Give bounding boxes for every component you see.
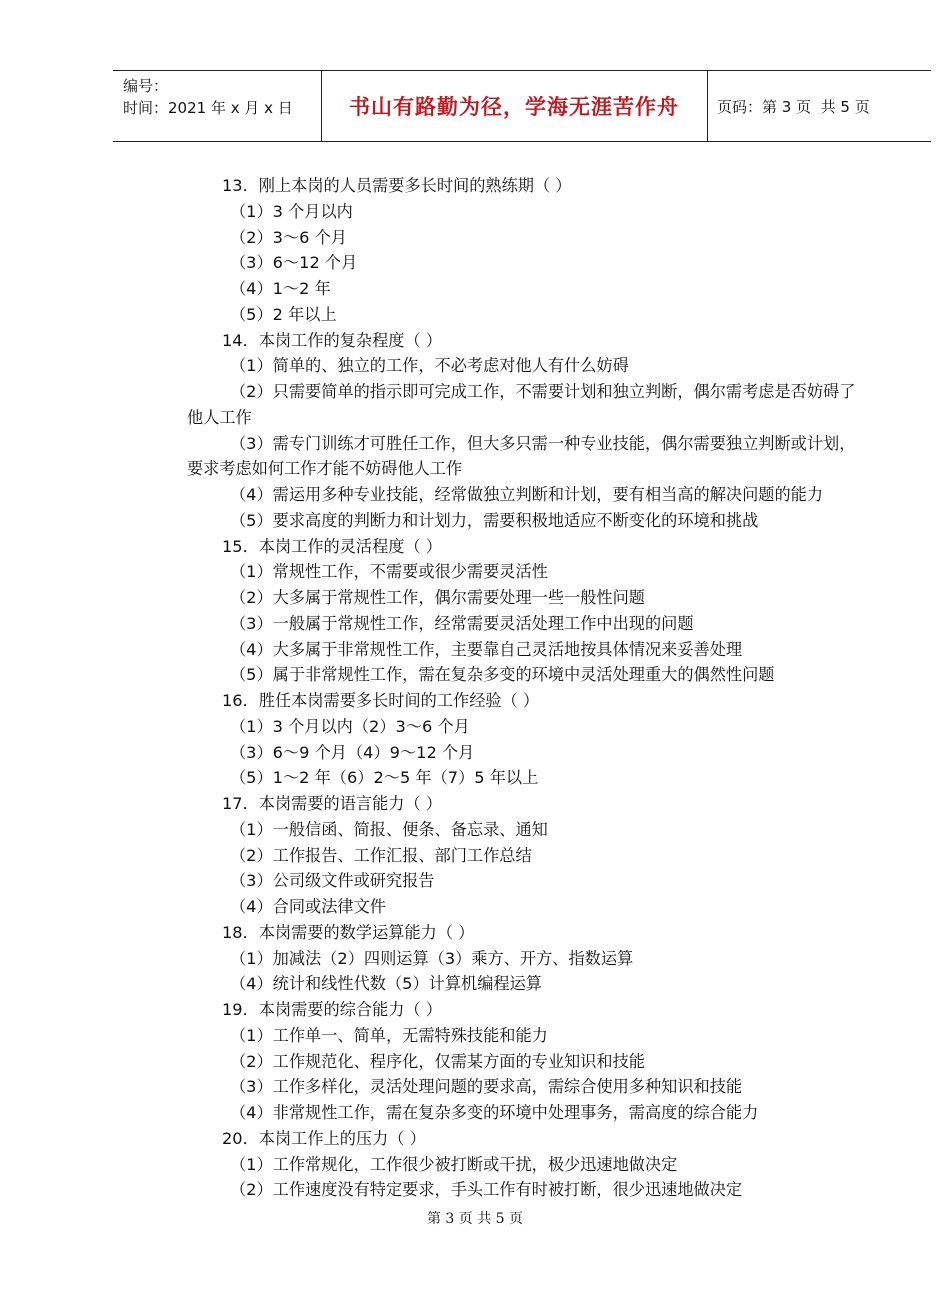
answer-option: （4）大多属于非常规性工作，主要靠自己灵活地按具体情况来妥善处理 <box>230 639 743 659</box>
answer-option: （4）非常规性工作，需在复杂多变的环境中处理事务，需高度的综合能力 <box>230 1103 759 1122</box>
answer-option: （2）大多属于常规性工作，偶尔需要处理一些一般性问题 <box>230 588 645 607</box>
answer-option: （1）工作常规化，工作很少被打断或干扰，极少迅速地做决定 <box>230 1154 678 1174</box>
answer-option: （3）一般属于常规性工作，经常需要灵活处理工作中出现的问题 <box>230 613 694 633</box>
answer-option: （4）合同或法律文件 <box>230 897 386 916</box>
question-title: 18．本岗需要的数学运算能力（ ） <box>222 922 475 942</box>
answer-option: （1）3 个月以内（2）3～6 个月 <box>230 716 470 736</box>
header-divider <box>707 71 708 141</box>
answer-option: （1）一般信函、简报、便条、备忘录、通知 <box>230 819 548 839</box>
answer-option: （4）1～2 年 <box>230 279 331 298</box>
answer-option: （3）需专门训练才可胜任工作，但大多只需一种专业技能，偶尔需要独立判断或计划，要求考虑如何工作才能不妨碍他人工作 <box>187 433 856 479</box>
answer-option: （2）只需要简单的指示即可完成工作，不需要计划和独立判断，偶尔需考虑是否妨碍了他人工作 <box>187 382 856 427</box>
questionnaire-body <box>187 173 862 1203</box>
answer-option: （1）简单的、独立的工作，不必考虑对他人有什么妨碍 <box>230 356 629 376</box>
question-title: 17．本岗需要的语言能力（ ） <box>222 794 442 813</box>
question-title: 20．本岗工作上的压力（ ） <box>222 1128 426 1148</box>
answer-option: （5）属于非常规性工作，需在复杂多变的环境中灵活处理重大的偶然性问题 <box>230 665 775 685</box>
answer-option: （1）常规性工作，不需要或很少需要灵活性 <box>230 562 548 582</box>
answer-option: （5）要求高度的判断力和计划力，需要积极地适应不断变化的环境和挑战 <box>230 510 759 530</box>
answer-option: （2）3～6 个月 <box>230 227 347 247</box>
answer-option: （1）加减法（2）四则运算（3）乘方、开方、指数运算 <box>230 948 634 968</box>
answer-option: （5）1～2 年（6）2～5 年（7）5 年以上 <box>230 768 539 788</box>
answer-option: （2）工作规范化、程序化，仅需某方面的专业知识和技能 <box>230 1051 645 1071</box>
question-title: 15．本岗工作的灵活程度（ ） <box>222 536 442 556</box>
question-title: 14．本岗工作的复杂程度（ ） <box>222 330 442 350</box>
answer-option: （1）3 个月以内 <box>230 201 353 221</box>
question-title: 19．本岗需要的综合能力（ ） <box>222 1000 442 1019</box>
header-meta <box>123 75 293 119</box>
answer-option: （3）6～9 个月（4）9～12 个月 <box>230 742 475 762</box>
time-label: 时间：2021 年 x 月 x 日 <box>123 99 293 117</box>
answer-option: （2）工作速度没有特定要求，手头工作有时被打断，很少迅速地做决定 <box>230 1180 743 1200</box>
answer-option: （1）工作单一、简单，无需特殊技能和能力 <box>230 1025 548 1045</box>
question-title: 13．刚上本岗的人员需要多长时间的熟练期（ ） <box>222 176 572 195</box>
question-title: 16．胜任本岗需要多长时间的工作经验（ ） <box>222 691 540 710</box>
answer-option: （3）工作多样化，灵活处理问题的要求高，需综合使用多种知识和技能 <box>230 1077 743 1097</box>
answer-option: （2）工作报告、工作汇报、部门工作总结 <box>230 845 532 865</box>
answer-option: （4）需运用多种专业技能，经常做独立判断和计划，要有相当高的解决问题的能力 <box>230 485 824 504</box>
header-page-info: 页码：第 3 页 共 5 页 <box>717 97 870 116</box>
page-header <box>113 70 931 142</box>
number-label: 编号： <box>123 77 169 95</box>
answer-option: （3）6～12 个月 <box>230 253 358 273</box>
answer-option: （3）公司级文件或研究报告 <box>230 871 435 891</box>
header-motto: 书山有路勤为径，学海无涯苦作舟 <box>349 95 679 119</box>
answer-option: （5）2 年以上 <box>230 304 337 324</box>
page-footer: 第 3 页 共 5 页 <box>426 1211 524 1227</box>
answer-option: （4）统计和线性代数（5）计算机编程运算 <box>230 974 542 994</box>
